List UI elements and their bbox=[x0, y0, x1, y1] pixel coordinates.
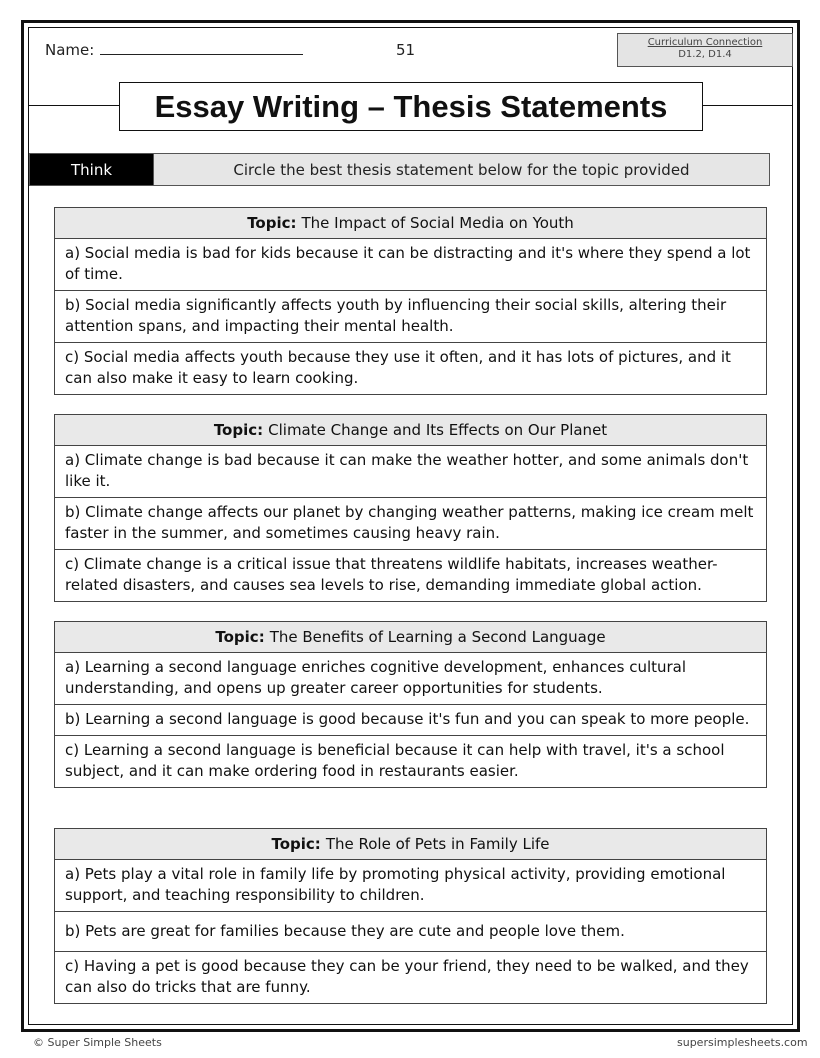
title-rule-left bbox=[29, 105, 119, 106]
topic-table-3 bbox=[54, 621, 767, 788]
thesis-option-a[interactable]: a) Social media is bad for kids because it can be distracting and it's where they spend a lot of time. bbox=[55, 239, 766, 291]
footer-website[interactable]: supersimplesheets.com bbox=[677, 1036, 808, 1049]
thesis-option-c[interactable]: c) Learning a second language is beneficial because it can help with travel, it's a school subject, and it can make ordering food in restaurants easier. bbox=[65, 741, 725, 780]
topic-label: Topic: bbox=[271, 835, 321, 853]
topic-label: Topic: bbox=[247, 214, 297, 232]
thesis-option-c[interactable]: c) Social media affects youth because they use it often, and it has lots of pictures, and it can also make it easy to learn cooking. bbox=[65, 348, 731, 387]
curriculum-codes: D1.2, D1.4 bbox=[678, 49, 732, 60]
thesis-option-b[interactable]: b) Learning a second language is good because it's fun and you can speak to more people. bbox=[55, 705, 766, 736]
thesis-option-b[interactable]: b) Climate change affects our planet by changing weather patterns, making ice cream melt faster in the summer, and sometimes causing heavy rain. bbox=[55, 498, 766, 550]
topic-title: Climate Change and Its Effects on Our Planet bbox=[268, 421, 608, 439]
topic-title: The Impact of Social Media on Youth bbox=[301, 214, 574, 232]
topic-heading bbox=[55, 829, 766, 860]
thesis-option-b[interactable]: b) Social media significantly affects youth by influencing their social skills, altering their attention spans, and impacting their mental health. bbox=[55, 291, 766, 343]
thesis-option-a[interactable]: a) Pets play a vital role in family life by promoting physical activity, providing emotional support, and teaching responsibility to children. bbox=[55, 860, 766, 912]
page-number: 51 bbox=[396, 41, 416, 59]
topic-table-1 bbox=[54, 207, 767, 395]
topic-title: The Benefits of Learning a Second Language bbox=[269, 628, 606, 646]
page-title: Essay Writing – Thesis Statements bbox=[119, 82, 703, 131]
name-label: Name: bbox=[45, 41, 95, 59]
topic-table-2 bbox=[54, 414, 767, 602]
instruction-bar bbox=[29, 153, 770, 186]
think-label: Think bbox=[30, 154, 153, 185]
topic-heading bbox=[55, 415, 766, 446]
title-rule-right bbox=[703, 105, 793, 106]
thesis-option-a[interactable]: a) Learning a second language enriches cognitive development, enhances cultural understanding, and opens up greater career opportunities for students. bbox=[55, 653, 766, 705]
curriculum-connection-box bbox=[617, 33, 793, 67]
topic-title: The Role of Pets in Family Life bbox=[325, 835, 550, 853]
topic-heading bbox=[55, 622, 766, 653]
topic-label: Topic: bbox=[213, 421, 264, 439]
thesis-option-c[interactable]: c) Having a pet is good because they can be your friend, they need to be walked, and they can also do tricks that are funny. bbox=[65, 957, 749, 996]
name-field[interactable] bbox=[45, 41, 303, 59]
thesis-option-c[interactable]: c) Climate change is a critical issue that threatens wildlife habitats, increases weather-related disasters, and causes sea levels to rise, demanding immediate global action. bbox=[65, 555, 718, 594]
thesis-option-a[interactable]: a) Climate change is bad because it can make the weather hotter, and some animals don't like it. bbox=[55, 446, 766, 498]
instruction-text: Circle the best thesis statement below for the topic provided bbox=[153, 154, 769, 185]
topic-label: Topic: bbox=[215, 628, 265, 646]
thesis-option-b[interactable]: b) Pets are great for families because they are cute and people love them. bbox=[55, 912, 766, 952]
name-blank-line[interactable] bbox=[100, 41, 303, 55]
topic-table-4 bbox=[54, 828, 767, 1004]
curriculum-title: Curriculum Connection bbox=[647, 37, 763, 48]
footer-copyright: © Super Simple Sheets bbox=[33, 1036, 162, 1049]
topic-heading bbox=[55, 208, 766, 239]
